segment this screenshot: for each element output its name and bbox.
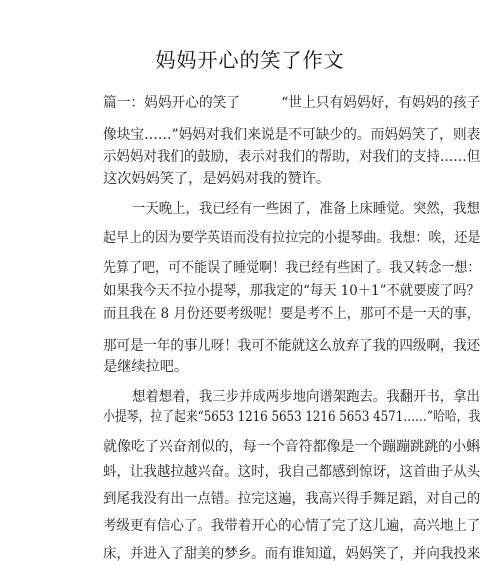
text-line: 先算了吧，可不能误了睡觉啊！我已经有些困了。我又转念一想：	[103, 260, 481, 276]
text-line: 蚪，让我越拉越兴奋。这时，我自己都感到惊讶，这首曲子从头	[103, 464, 481, 480]
text-line: 到尾我没有出一点错。拉完这遍，我高兴得手舞足蹈，对自己的	[103, 491, 481, 507]
text-line: 就像吃了兴奋剂似的，每一个音符都像是一个蹦蹦跳跳的小蝌	[103, 439, 481, 455]
text-line: 想着想着，我三步并成两步地向谱架跑去。我翻开书，拿出	[132, 389, 480, 405]
text-line: 小提琴，拉了起来“5653 1216 5653 1216 5653 4571……”哈哈，我	[103, 409, 481, 425]
text-line: 考级更有信心了。我带着开心的心情了完了这儿遍，高兴地上了	[103, 518, 481, 534]
text-line: 起早上的因为要学英语而没有拉拉完的小提琴曲。我想：唉，还是	[103, 230, 481, 246]
text-line: 像块宝……”妈妈对我们来说是不可缺少的。而妈妈笑了，则表	[103, 127, 481, 143]
text-line: 如果我今天不拉小提琴，那我定的“每天 10＋1”不就要废了吗？	[103, 283, 480, 299]
text-line: 一天晚上，我已经有一些困了，准备上床睡觉。突然，我想	[132, 201, 480, 217]
text-line: 这次妈妈笑了，是妈妈对我的赞许。	[103, 171, 331, 187]
text-line: 那可是一年的事儿呀！我可不能就这么放弃了我的四级啊，我还	[103, 338, 481, 354]
text-line: 示妈妈对我们的鼓励，表示对我们的帮助，对我们的支持……但	[103, 149, 481, 165]
text-line: 床，并进入了甜美的梦乡。而有谁知道，妈妈笑了，并向我投来	[103, 546, 481, 562]
document-title: 妈妈开心的笑了作文	[155, 48, 345, 72]
text-line: 是继续拉吧。	[103, 359, 189, 375]
text-line: 而且我在 8 月份还要考级呢！要是考不上，那可不是一天的事，	[103, 306, 481, 322]
text-line: 篇一：妈妈开心的笑了 “世上只有妈妈好，有妈妈的孩子	[103, 95, 481, 111]
